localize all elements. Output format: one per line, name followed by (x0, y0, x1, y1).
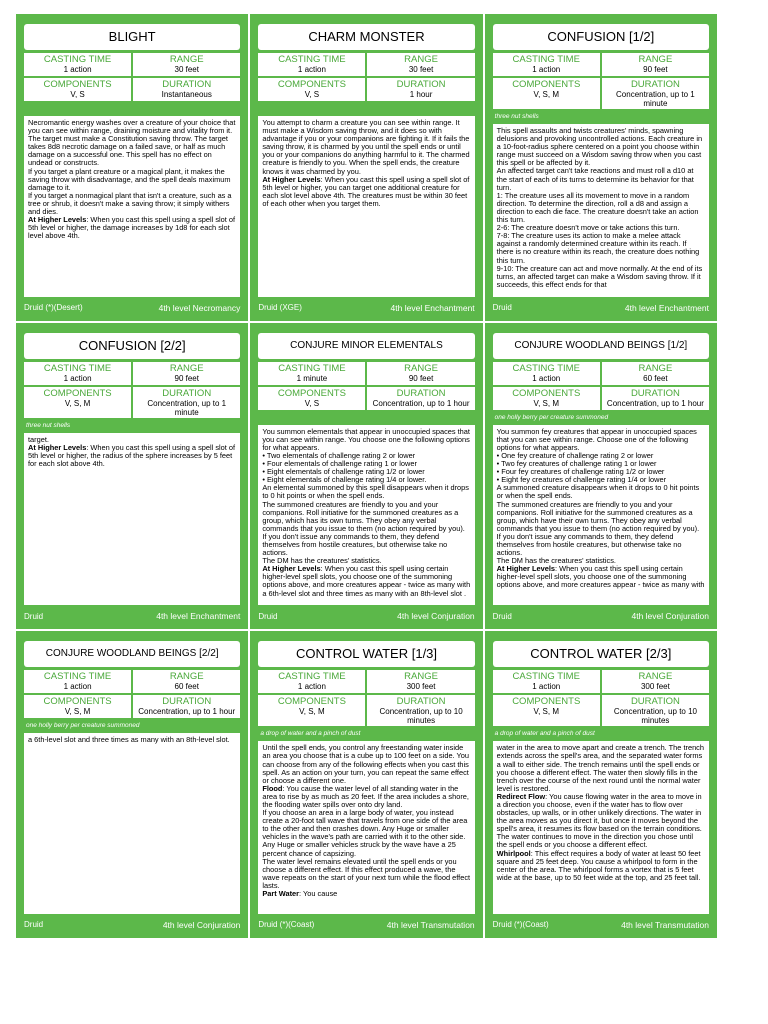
components-box (493, 387, 600, 410)
components-box (24, 695, 131, 718)
duration-value: Concentration, up to 1 hour (372, 398, 470, 408)
description-paragraph: 9-10: The creature can act and move normally. At the end of its turns, an affected target can make a Wisdom saving throw. If it succeeds, this effect ends for that (496, 263, 703, 289)
components-label: COMPONENTS (512, 79, 581, 90)
components-label: COMPONENTS (43, 79, 112, 90)
spell-card-7 (16, 631, 248, 938)
description-paragraph: At Higher Levels: When you cast this spell using certain higher-level spell slots, you choose one of the summoning options above, and more creatures appear - twice as many with (496, 564, 705, 590)
casting-time-label: CASTING TIME (512, 671, 580, 683)
description-paragraph: • Two elementals of challenge rating 2 or lower (262, 450, 416, 460)
card-stats (493, 53, 709, 109)
duration-value: Concentration, up to 10 minutes (379, 707, 463, 726)
range-value: 30 feet (408, 65, 434, 74)
casting-time-box (258, 362, 365, 385)
spell-description (258, 741, 474, 914)
duration-value: Concentration, up to 1 hour (138, 707, 236, 717)
card-sheet (16, 14, 717, 938)
components-value: V, S (304, 398, 320, 408)
description-paragraph: • Eight fey creatures of challenge rating 1/4 or lower (496, 475, 667, 485)
casting-time-label: CASTING TIME (43, 362, 112, 374)
duration-label: DURATION (162, 79, 212, 90)
components-value: V, S, M (64, 707, 91, 717)
card-stats (493, 362, 709, 410)
spell-card-4 (16, 323, 248, 630)
components-label: COMPONENTS (512, 387, 581, 399)
class-tag: Druid (*)(Desert) (24, 303, 83, 313)
spell-description (493, 124, 709, 297)
duration-label: DURATION (630, 696, 680, 708)
card-title: CONFUSION [2/2] (24, 333, 240, 359)
description-paragraph: At Higher Levels: When you cast this spell using a spell slot of 5th level or higher, the radius of the sphere increases by 5 feet for each slot above 4th. (28, 442, 236, 468)
casting-time-box (493, 362, 600, 385)
description-paragraph: The summoned creatures are friendly to you and your companions. Roll initiative for the summoned creatures as a group, which has its own turns. They obey any verbal commands that you issue to them (no action required by you). If you don't issue any commands to them, they defend themselves from hostile creatures, but otherwise take no actions. (262, 499, 465, 558)
card-stats (258, 362, 474, 410)
level-school: 4th level Transmutation (621, 919, 709, 930)
material-component: three nut shells (26, 421, 71, 429)
duration-label: DURATION (630, 79, 680, 90)
card-stats (493, 670, 709, 726)
description-paragraph: At Higher Levels: When you cast this spell using a spell slot of 5th level or higher, the damage increases by 1d8 for each slot level above 4th. (28, 215, 236, 241)
class-tag: Druid (24, 920, 44, 930)
duration-box (602, 78, 709, 109)
card-footer (493, 918, 709, 932)
level-school: 4th level Conjuration (397, 611, 475, 622)
card-stats (24, 670, 240, 718)
duration-box (602, 387, 709, 410)
casting-time-label: CASTING TIME (43, 54, 112, 65)
range-box (133, 670, 240, 693)
range-box (133, 53, 240, 76)
duration-label: DURATION (396, 387, 446, 399)
description-paragraph: This spell assaults and twists creatures' minds, spawning delusions and provoking uncontrolled actions. Each creature in a 10-foot-radius sphere centered on a point you choose within range must succeed on a Wisdom saving throw when you cast this spell or be affected by it. (496, 126, 703, 168)
duration-value: Concentration, up to 1 minute (616, 90, 695, 108)
spell-card-9 (485, 631, 717, 938)
description-paragraph: At Higher Levels: When you cast this spell using a spell slot of 5th level or higher, you can target one additional creature for each slot level above 4th. The creatures must be within 30 feet of each other when you target them. (262, 174, 470, 208)
components-value: V, S (304, 90, 320, 99)
spell-description (24, 433, 240, 606)
casting-time-value: 1 minute (296, 373, 328, 383)
class-tag: Druid (XGE) (258, 303, 302, 313)
description-paragraph: Whirlpool: This effect requires a body of water at least 50 feet square and 25 feet deep. You cause a whirlpool to form in the center of the area. The whirlpool forms a vortex that is 5 feet wide at the base, up to 50 feet wide at the top, and 25 feet tall. (496, 848, 701, 882)
description-paragraph: An elemental summoned by this spell disappears when it drops to 0 hit points or when the spell ends. (262, 483, 469, 501)
components-box (258, 387, 365, 410)
description-paragraph: The summoned creatures are friendly to you and your companions. Roll initiative for the summoned creatures as a group, which have their own turns. They obey any verbal commands that you issue to them (no action required by you). If you don't issue any commands to them, they defend themselves from hostile creatures, but otherwise take no actions. (496, 499, 700, 558)
level-school: 4th level Transmutation (386, 919, 475, 930)
range-label: RANGE (404, 671, 438, 683)
description-paragraph: • Eight elementals of challenge rating 1/4 or lower. (262, 475, 427, 485)
casting-time-value: 1 action (532, 373, 561, 383)
components-value: V, S, M (533, 90, 559, 99)
level-school: 4th level Enchantment (156, 611, 241, 622)
casting-time-label: CASTING TIME (43, 671, 112, 683)
card-stats (24, 362, 240, 418)
components-value: V, S, M (64, 398, 91, 408)
components-label: COMPONENTS (43, 696, 112, 708)
duration-value: Instantaneous (161, 90, 212, 99)
casting-time-box (258, 53, 365, 76)
card-footer (24, 609, 240, 623)
card-title: CONTROL WATER [2/3] (493, 641, 709, 667)
class-tag: Druid (258, 611, 278, 621)
card-title: BLIGHT (24, 24, 240, 50)
casting-time-label: CASTING TIME (278, 54, 346, 65)
casting-time-box (493, 670, 600, 693)
casting-time-value: 1 action (63, 373, 92, 383)
casting-time-box (24, 53, 131, 76)
card-title: CONTROL WATER [1/3] (258, 641, 474, 667)
description-paragraph: • Eight elementals of challenge rating 1/2 or lower (262, 467, 425, 477)
range-box (367, 362, 474, 385)
range-value: 300 feet (640, 682, 670, 692)
spell-card-1 (16, 14, 248, 321)
card-footer (493, 301, 709, 315)
range-value: 300 feet (406, 682, 436, 692)
duration-value: Concentration, up to 1 hour (606, 398, 704, 408)
description-paragraph: 1: The creature uses all its movement to move in a random direction. To determine the direction, roll a d8 and assign a direction to each die face. The creature doesn't take an action this turn. (496, 190, 699, 225)
description-paragraph: water in the area to move apart and create a trench. The trench extends across the spell's area, and the separated water forms a wall to either side. The trench remains until the spell ends or you choose a different effect. The water then slowly fills in the trench over the course of the next round until the normal water level is restored. (496, 743, 704, 793)
class-tag: Druid (492, 611, 512, 621)
spell-description (258, 116, 474, 297)
range-label: RANGE (638, 671, 673, 683)
spell-description (258, 425, 474, 606)
description-paragraph: a 6th-level slot and three times as many with an 8th-level slot. (28, 735, 230, 745)
level-school: 4th level Enchantment (624, 302, 709, 313)
casting-time-value: 1 action (532, 682, 561, 692)
components-value: V, S, M (533, 707, 559, 717)
casting-time-value: 1 action (297, 65, 326, 74)
description-paragraph: Necromantic energy washes over a creature of your choice that you can see within range, draining moisture and vitality from it. The target must make a Constitution saving throw. The target takes 8d8 necrotic damage on a failed save, or half as much damage on a successful one. This spell has no effect on undead or constructs. (28, 118, 236, 168)
components-box (24, 387, 131, 418)
range-label: RANGE (404, 54, 438, 65)
material-component: a drop of water and a pinch of dust (260, 730, 361, 738)
description-paragraph: A summoned creature disappears when it drops to 0 hit points or when the spell ends. (496, 483, 700, 501)
description-paragraph: You attempt to charm a creature you can see within range. It must make a Wisdom saving throw, and it does so with advantage if you or your companions are fighting it. If it fails the saving throw, it is charmed by you until the spell ends or until you or your companions do anything harmful to it. The charmed creature is friendly to you. When the spell ends, the creature knows it was charmed by you. (262, 118, 470, 176)
description-paragraph: • Four elementals of challenge rating 1 or lower (262, 459, 417, 469)
description-paragraph: target. (28, 434, 49, 444)
duration-label: DURATION (162, 696, 212, 708)
spell-card-5 (250, 323, 482, 630)
spell-description (493, 425, 709, 606)
components-box (258, 695, 365, 726)
description-paragraph: • Two fey creatures of challenge rating 1 or lower (496, 459, 657, 469)
description-paragraph: The DM has the creatures' statistics. (496, 556, 616, 566)
range-box (133, 362, 240, 385)
description-paragraph: Flood: You cause the water level of all standing water in the area to rise by as much as 20 feet. If the area includes a shore, the flooding water spills over onto dry land. (262, 783, 469, 809)
spell-card-2 (250, 14, 482, 321)
description-paragraph: 2-6: The creature doesn't move or take actions this turn. (496, 223, 680, 233)
duration-value: Concentration, up to 1 minute (147, 398, 227, 417)
duration-label: DURATION (630, 387, 680, 399)
casting-time-value: 1 action (532, 65, 561, 74)
material-component (24, 104, 240, 113)
components-box (493, 78, 600, 109)
material-component: one holly berry per creature summoned (494, 413, 609, 421)
spell-card-3 (485, 14, 717, 321)
description-paragraph: You summon fey creatures that appear in unoccupied spaces that you can see within range. Choose one of the following options for what appears. (496, 426, 697, 452)
card-title: CONJURE MINOR ELEMENTALS (258, 333, 474, 359)
description-paragraph: 7-8: The creature uses its action to make a melee attack against a randomly determined creature within its reach. If there is no creature within its reach, the creature does nothing this turn. (496, 231, 700, 265)
duration-box (367, 695, 474, 726)
duration-box (367, 78, 474, 101)
card-title: CONJURE WOODLAND BEINGS [2/2] (24, 641, 240, 667)
class-tag: Druid (492, 303, 512, 313)
card-footer (258, 609, 474, 623)
casting-time-value: 1 action (297, 682, 326, 692)
description-paragraph: If you target a nonmagical plant that isn't a creature, such as a tree or shrub, it doesn't make a saving throw; it simply withers and dies. (28, 190, 232, 217)
description-paragraph: You summon elementals that appear in unoccupied spaces that you can see within range. You choose one the following options for what appears. (262, 426, 470, 452)
range-box (602, 53, 709, 76)
description-paragraph: Part Water: You cause (262, 889, 338, 899)
components-box (493, 695, 600, 726)
spell-description (24, 733, 240, 914)
description-paragraph: Redirect Flow: You cause flowing water in the area to move in a direction you choose, even if the water has to flow over obstacles, up walls, or in other unlikely directions. The water in the area moves as you direct it, but once it moves beyond the spell's area, it resumes its flow based on the terrain conditions. The water continues to move in the direction you chose until the spell ends or you choose a different effect. (496, 791, 702, 850)
casting-time-box (24, 362, 131, 385)
class-tag: Druid (*)(Coast) (492, 920, 549, 930)
class-tag: Druid (*)(Coast) (258, 920, 315, 930)
range-value: 60 feet (643, 373, 668, 383)
duration-box (367, 387, 474, 410)
material-component: one holly berry per creature summoned (26, 722, 140, 730)
range-value: 60 feet (174, 682, 199, 692)
level-school: 4th level Conjuration (162, 919, 241, 930)
components-label: COMPONENTS (277, 387, 346, 399)
range-value: 90 feet (643, 65, 668, 74)
card-footer (258, 918, 474, 932)
casting-time-box (258, 670, 365, 693)
spell-card-8 (250, 631, 482, 938)
range-label: RANGE (169, 362, 204, 374)
components-label: COMPONENTS (43, 387, 112, 399)
components-label: COMPONENTS (277, 696, 346, 708)
material-component: three nut shells (494, 113, 539, 120)
duration-label: DURATION (396, 79, 446, 90)
level-school: 4th level Enchantment (390, 302, 475, 313)
spell-description (493, 741, 709, 914)
material-component (258, 104, 474, 113)
level-school: 4th level Conjuration (631, 611, 709, 622)
card-stats (24, 53, 240, 101)
range-box (367, 53, 474, 76)
range-label: RANGE (638, 362, 673, 374)
material-component (258, 413, 474, 422)
description-paragraph: The water level remains elevated until the spell ends or you choose a different effect. If this effect produced a wave, the wave repeats on the start of your next turn while the flood effect lasts. (262, 856, 471, 890)
components-value: V, S, M (533, 398, 559, 408)
spell-description (24, 116, 240, 297)
card-footer (258, 301, 474, 315)
spell-card-6 (485, 323, 717, 630)
description-paragraph: At Higher Levels: When you cast this spell using certain higher-level spell slots, you choose one of the summoning options above, and more creatures appear - twice as many with a 6th-level slot and three times as many with an 8th-level slot . (262, 564, 471, 598)
duration-label: DURATION (162, 387, 212, 399)
components-box (258, 78, 365, 101)
card-title: CHARM MONSTER (258, 24, 474, 50)
casting-time-label: CASTING TIME (512, 362, 580, 374)
components-value: V, S, M (299, 707, 325, 717)
range-label: RANGE (638, 54, 673, 65)
range-label: RANGE (169, 54, 204, 65)
casting-time-label: CASTING TIME (278, 671, 346, 683)
range-value: 90 feet (408, 373, 434, 383)
level-school: 4th level Necromancy (158, 302, 241, 313)
components-label: COMPONENTS (512, 696, 581, 708)
casting-time-label: CASTING TIME (278, 362, 346, 374)
components-value: V, S (70, 90, 85, 99)
duration-label: DURATION (396, 696, 446, 708)
description-paragraph: The DM has the creatures' statistics. (262, 556, 382, 566)
range-value: 90 feet (174, 373, 199, 383)
components-label: COMPONENTS (277, 79, 346, 90)
duration-value: Concentration, up to 10 minutes (613, 707, 697, 726)
range-box (367, 670, 474, 693)
description-paragraph: If you target a plant creature or a magical plant, it makes the saving throw with disadvantage, and the spell deals maximum damage to it. (28, 166, 231, 192)
description-paragraph: An affected target can't take reactions and must roll a d10 at the start of each of its turns to determine its behavior for that turn. (496, 166, 694, 192)
card-title: CONFUSION [1/2] (493, 24, 709, 50)
range-label: RANGE (169, 671, 204, 683)
description-paragraph: Until the spell ends, you control any freestanding water inside an area you choose that is a cube up to 100 feet on a side. You can choose from any of the following effects when you cast this spell. As an action on your turn, you can repeat the same effect or choose a different one. (262, 743, 470, 785)
components-box (24, 78, 131, 101)
casting-time-box (24, 670, 131, 693)
card-stats (258, 670, 474, 726)
duration-box (602, 695, 709, 726)
casting-time-value: 1 action (63, 65, 92, 74)
casting-time-label: CASTING TIME (512, 54, 580, 65)
card-footer (24, 918, 240, 932)
card-title: CONJURE WOODLAND BEINGS [1/2] (493, 333, 709, 359)
description-paragraph: • Four fey creatures of challenge rating 1/2 or lower (496, 467, 665, 477)
casting-time-value: 1 action (63, 682, 92, 692)
duration-box (133, 78, 240, 101)
range-label: RANGE (404, 362, 438, 374)
description-paragraph: If you choose an area in a large body of water, you instead create a 20-foot tall wave that travels from one side of the area to the other and then crashes down. Any Huge or smaller vehicles in the wave's path are carried with it to the other side. Any Huge or smaller vehicles struck by the wave have a 25 percent chance of capsizing. (262, 808, 468, 858)
card-footer (493, 609, 709, 623)
range-box (602, 362, 709, 385)
card-stats (258, 53, 474, 101)
duration-value: 1 hour (409, 90, 433, 99)
description-paragraph: • One fey creature of challenge rating 2 or lower (496, 450, 654, 460)
material-component: a drop of water and a pinch of dust (494, 730, 595, 738)
range-value: 30 feet (174, 65, 199, 74)
duration-box (133, 695, 240, 718)
range-box (602, 670, 709, 693)
casting-time-box (493, 53, 600, 76)
card-footer (24, 301, 240, 315)
duration-box (133, 387, 240, 418)
class-tag: Druid (24, 611, 44, 621)
